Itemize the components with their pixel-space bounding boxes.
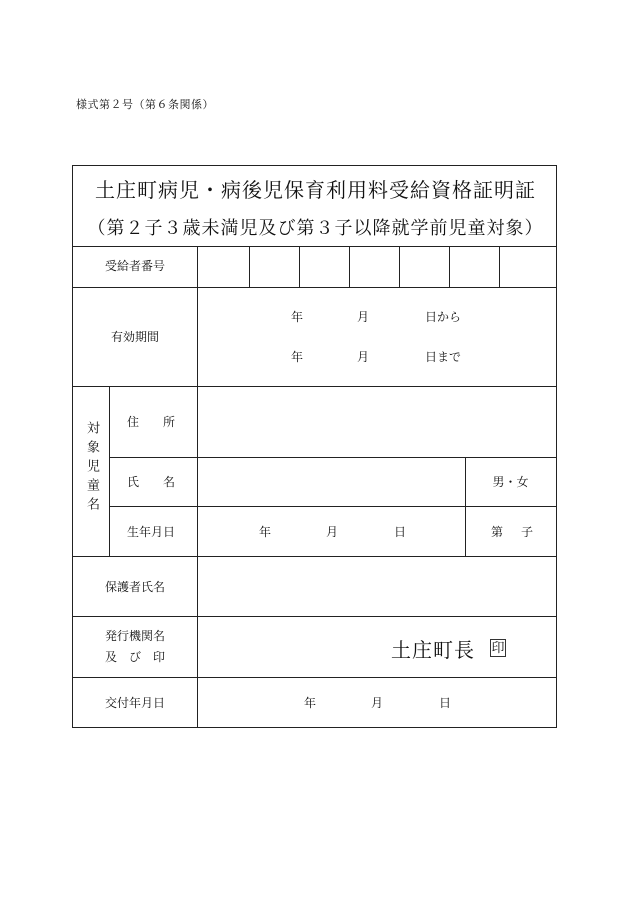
column-divider — [465, 457, 466, 556]
guardian-name-label: 保護者氏名 — [104, 580, 165, 594]
gender-options: 男・女 — [492, 475, 529, 489]
digit-box-divider — [399, 246, 400, 287]
issue-month: 月 — [371, 696, 384, 710]
address-label: 住 所 — [127, 415, 176, 429]
birth-year: 年 — [259, 525, 272, 539]
row-divider — [73, 386, 556, 387]
certificate-title: 土庄町病児・病後児保育利用料受給資格証明証 — [95, 178, 536, 202]
digit-box-divider — [499, 246, 500, 287]
issue-year: 年 — [304, 696, 317, 710]
validity-period-label: 有効期間 — [110, 330, 159, 344]
validity-to-month: 月 — [357, 350, 370, 364]
row-divider — [73, 677, 556, 678]
issuer-name: 土庄町長 — [391, 638, 475, 662]
child-order-suffix: 子 — [521, 525, 534, 539]
target-child-label: 対象児童名 — [84, 421, 99, 516]
digit-box-divider — [249, 246, 250, 287]
form-number: 様式第２号（第６条関係） — [76, 98, 214, 111]
column-divider — [197, 246, 198, 727]
digit-box-divider — [449, 246, 450, 287]
child-order-prefix: 第 — [491, 525, 504, 539]
row-divider — [109, 506, 556, 507]
official-seal-mark: 印 — [491, 641, 505, 656]
issue-date-label: 交付年月日 — [104, 696, 165, 710]
column-divider — [109, 386, 110, 556]
row-divider — [73, 556, 556, 557]
validity-to-year: 年 — [291, 350, 304, 364]
birth-month: 月 — [326, 525, 339, 539]
issuer-label-line1: 発行機関名 — [104, 629, 165, 643]
digit-box-divider — [299, 246, 300, 287]
row-divider — [109, 457, 556, 458]
validity-to-day: 日まで — [425, 350, 462, 364]
row-divider — [73, 616, 556, 617]
issue-day: 日 — [439, 696, 452, 710]
row-divider — [73, 287, 556, 288]
validity-from-year: 年 — [291, 310, 304, 324]
child-name-label: 氏 名 — [127, 475, 176, 489]
certificate-subtitle: （第２子３歳未満児及び第３子以降就学前児童対象） — [87, 218, 544, 239]
birth-day: 日 — [394, 525, 407, 539]
validity-from-month: 月 — [357, 310, 370, 324]
digit-box-divider — [349, 246, 350, 287]
recipient-number-label: 受給者番号 — [104, 259, 165, 273]
certificate-table — [72, 165, 557, 728]
row-divider — [73, 246, 556, 247]
validity-from-day: 日から — [425, 310, 462, 324]
birthdate-label: 生年月日 — [127, 525, 176, 539]
issuer-label-line2: 及 び 印 — [104, 650, 165, 664]
